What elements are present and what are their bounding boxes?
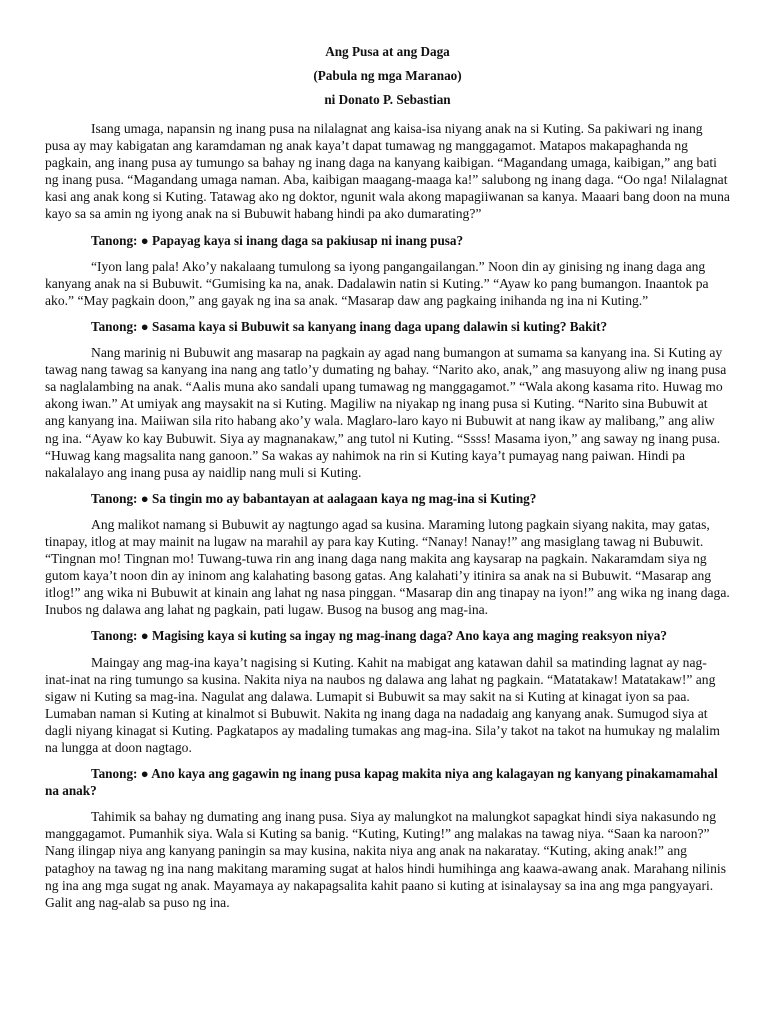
title-block	[45, 40, 730, 112]
document-author: ni Donato P. Sebastian	[324, 92, 451, 107]
story-paragraph: Maingay ang mag-ina kaya’t nagising si Kuting. Kahit na mabigat ang katawan dahil sa matinding lagnat ay nag-inat-inat na ring tumungo sa kusina. Nakita niya na naubos ng dalawa ang lahat ng pagkain. “Matatakaw! Matatakaw!” ang sigaw ni Kuting sa mag-ina. Nagulat ang dalawa. Lumapit si Bubuwit sa may sakit na si Kuting at kinagat iyon sa paa. Lumaban naman si Kuting at kinalmot si Bubuwit. Nakita ng inang daga na nadadaig ang kanyang anak. Sumugod siya at dagli niyang kinagat si Kuting. Pagkatapos ay madaling tumakas ang mag-ina. Sila’y takot na takot na humukay ng malalim na lungga at doon nagtago.	[45, 654, 721, 755]
question-line: Tanong: ● Ano kaya ang gagawin ng inang pusa kapag makita niya ang kalagayan ng kanyang pinakamamahal na anak?	[45, 766, 718, 799]
question-line: Tanong: ● Papayag kaya si inang daga sa pakiusap ni inang pusa?	[91, 232, 464, 248]
story-paragraph: Isang umaga, napansin ng inang pusa na nilalagnat ang kaisa-isa niyang anak na si Kuting. Sa pakiwari ng inang pusa ay may kabigatan ang karamdaman ng anak kaya’t dapat tumawag ng manggagamot. Matapos makapaghanda ng pagkain, ang inang pusa ay tumungo sa bahay ng inang daga na kanyang kaibigan. “Magandang umaga, kaibigan,” ang bati ng inang pusa. “Magandang umaga naman. Aba, kaibigan maagang-maaga ka!” salubong ng inang daga. “Oo nga! Nilalagnat kasi ang anak kong si Kuting. Tatawag ako ng doktor, ngunit wala akong mapagiiwanan sa kanya. Maaari bang doon na muna kayo sa sa amin ng iyong anak na si Bubuwit habang hindi pa ako dumarating?”	[45, 121, 730, 222]
question-line: Tanong: ● Sa tingin mo ay babantayan at aalagaan kaya ng mag-ina si Kuting?	[91, 490, 537, 506]
document-title: Ang Pusa at ang Daga	[325, 44, 450, 59]
story-paragraph: “Iyon lang pala! Ako’y nakalaang tumulong sa iyong pangangailangan.” Noon din ay ginising ng inang daga ang kanyang anak na si Bubuwit. “Gumising ka na, anak. Dadalawin natin si Kuting.” “Ayaw ko pang bumangon. Inaantok pa ako.” “May pagkain doon,” ang gayak ng ina sa anak. “Masarap daw ang pagkaing inihanda ng ina ni Kuting.”	[45, 258, 709, 308]
story-paragraph: Tahimik sa bahay ng dumating ang inang pusa. Siya ay malungkot na malungkot sapagkat hindi siya nakasundo ng manggagamot. Pumanhik siya. Wala si Kuting sa banig. “Kuting, Kuting!” ang malakas na tawag niya. “Saan ka naroon?” Nang ilingap niya ang kanyang paningin sa may kusina, nakita niya ang anak na nakaratay. “Kuting, aking anak!” ang pataghoy na tawag ng ina nang makitang maraming sugat at halos hindi humihinga ang kaawa-awang anak. Marahang nilinis ng ina ang mga sugat ng anak. Mayamaya ay nakapagsalita kahit paano si kuting at isinalaysay sa ina ang mga pangyayari. Galit ang nag-alab sa puso ng ina.	[45, 809, 727, 910]
question-line: Tanong: ● Sasama kaya si Bubuwit sa kanyang inang daga upang dalawin si kuting? Bakit?	[91, 318, 608, 334]
story-paragraph: Ang malikot namang si Bubuwit ay nagtungo agad sa kusina. Maraming lutong pagkain siyang nakita, may gatas, tinapay, itlog at may mainit na lugaw na marahil ay para kay Kuting. “Nanay! Nanay!” ang masiglang tawag ni Bubuwit. “Tingnan mo! Tingnan mo! Tuwang-tuwa rin ang inang daga nang makita ang kaysarap na pagkain. Nakaramdam siya ng gutom kaya’t noon din ay ininom ang kalahating basong gatas. Ang kalahati’y itinira sa anak na si Bubuwit. “Masarap ang itlog!” ang wika ni Bubuwit at kinain ang lahat ng nasa pinggan. “Masarap din ang tinapay na iyon!” ang wika ng inang daga. Inubos ng dalawa ang lahat ng pagkain, pati lugaw. Busog na busog ang mag-ina.	[45, 516, 730, 618]
document-subtitle: (Pabula ng mga Maranao)	[313, 68, 462, 83]
question-line: Tanong: ● Magising kaya si kuting sa ingay ng mag-inang daga? Ano kaya ang maging reaksyon niya?	[91, 628, 667, 644]
story-paragraph: Nang marinig ni Bubuwit ang masarap na pagkain ay agad nang bumangon at sumama sa kanyang ina. Si Kuting ay tawag nang tawag sa kanyang ina nang ang tatlo’y dumating ng bahay. “Narito ako, anak,” ang masuyong aliw ng inang pusa sa naglalambing na anak. “Aalis muna ako sandali upang tumawag ng manggagamot.” “Wala akong kasama rito. Huwag mo akong iwan.” At umiyak ang maysakit na si Kuting. Magiliw na niyakap ng inang pusa si Kuting. “Narito sina Bubuwit at ang kanyang ina. Maiiwan sila rito habang ako’y wala. Maglaro-laro kayo ni Bubuwit at nang ikaw ay malibang,” ang aliw ng ina. “Ayaw ko kay Bubuwit. Siya ay magnanakaw,” ang tutol ni Kuting. “Ssss! Masama iyon,” ang saway ng inang pusa. “Huwag kang magsalita nang ganoon.” Sa wakas ay nahimok na rin si Kuting kaya’t pumayag nang paiwan. Hindi pa nakalalayo ang inang pusa ay naidlip nang muli si Kuting.	[45, 345, 727, 480]
